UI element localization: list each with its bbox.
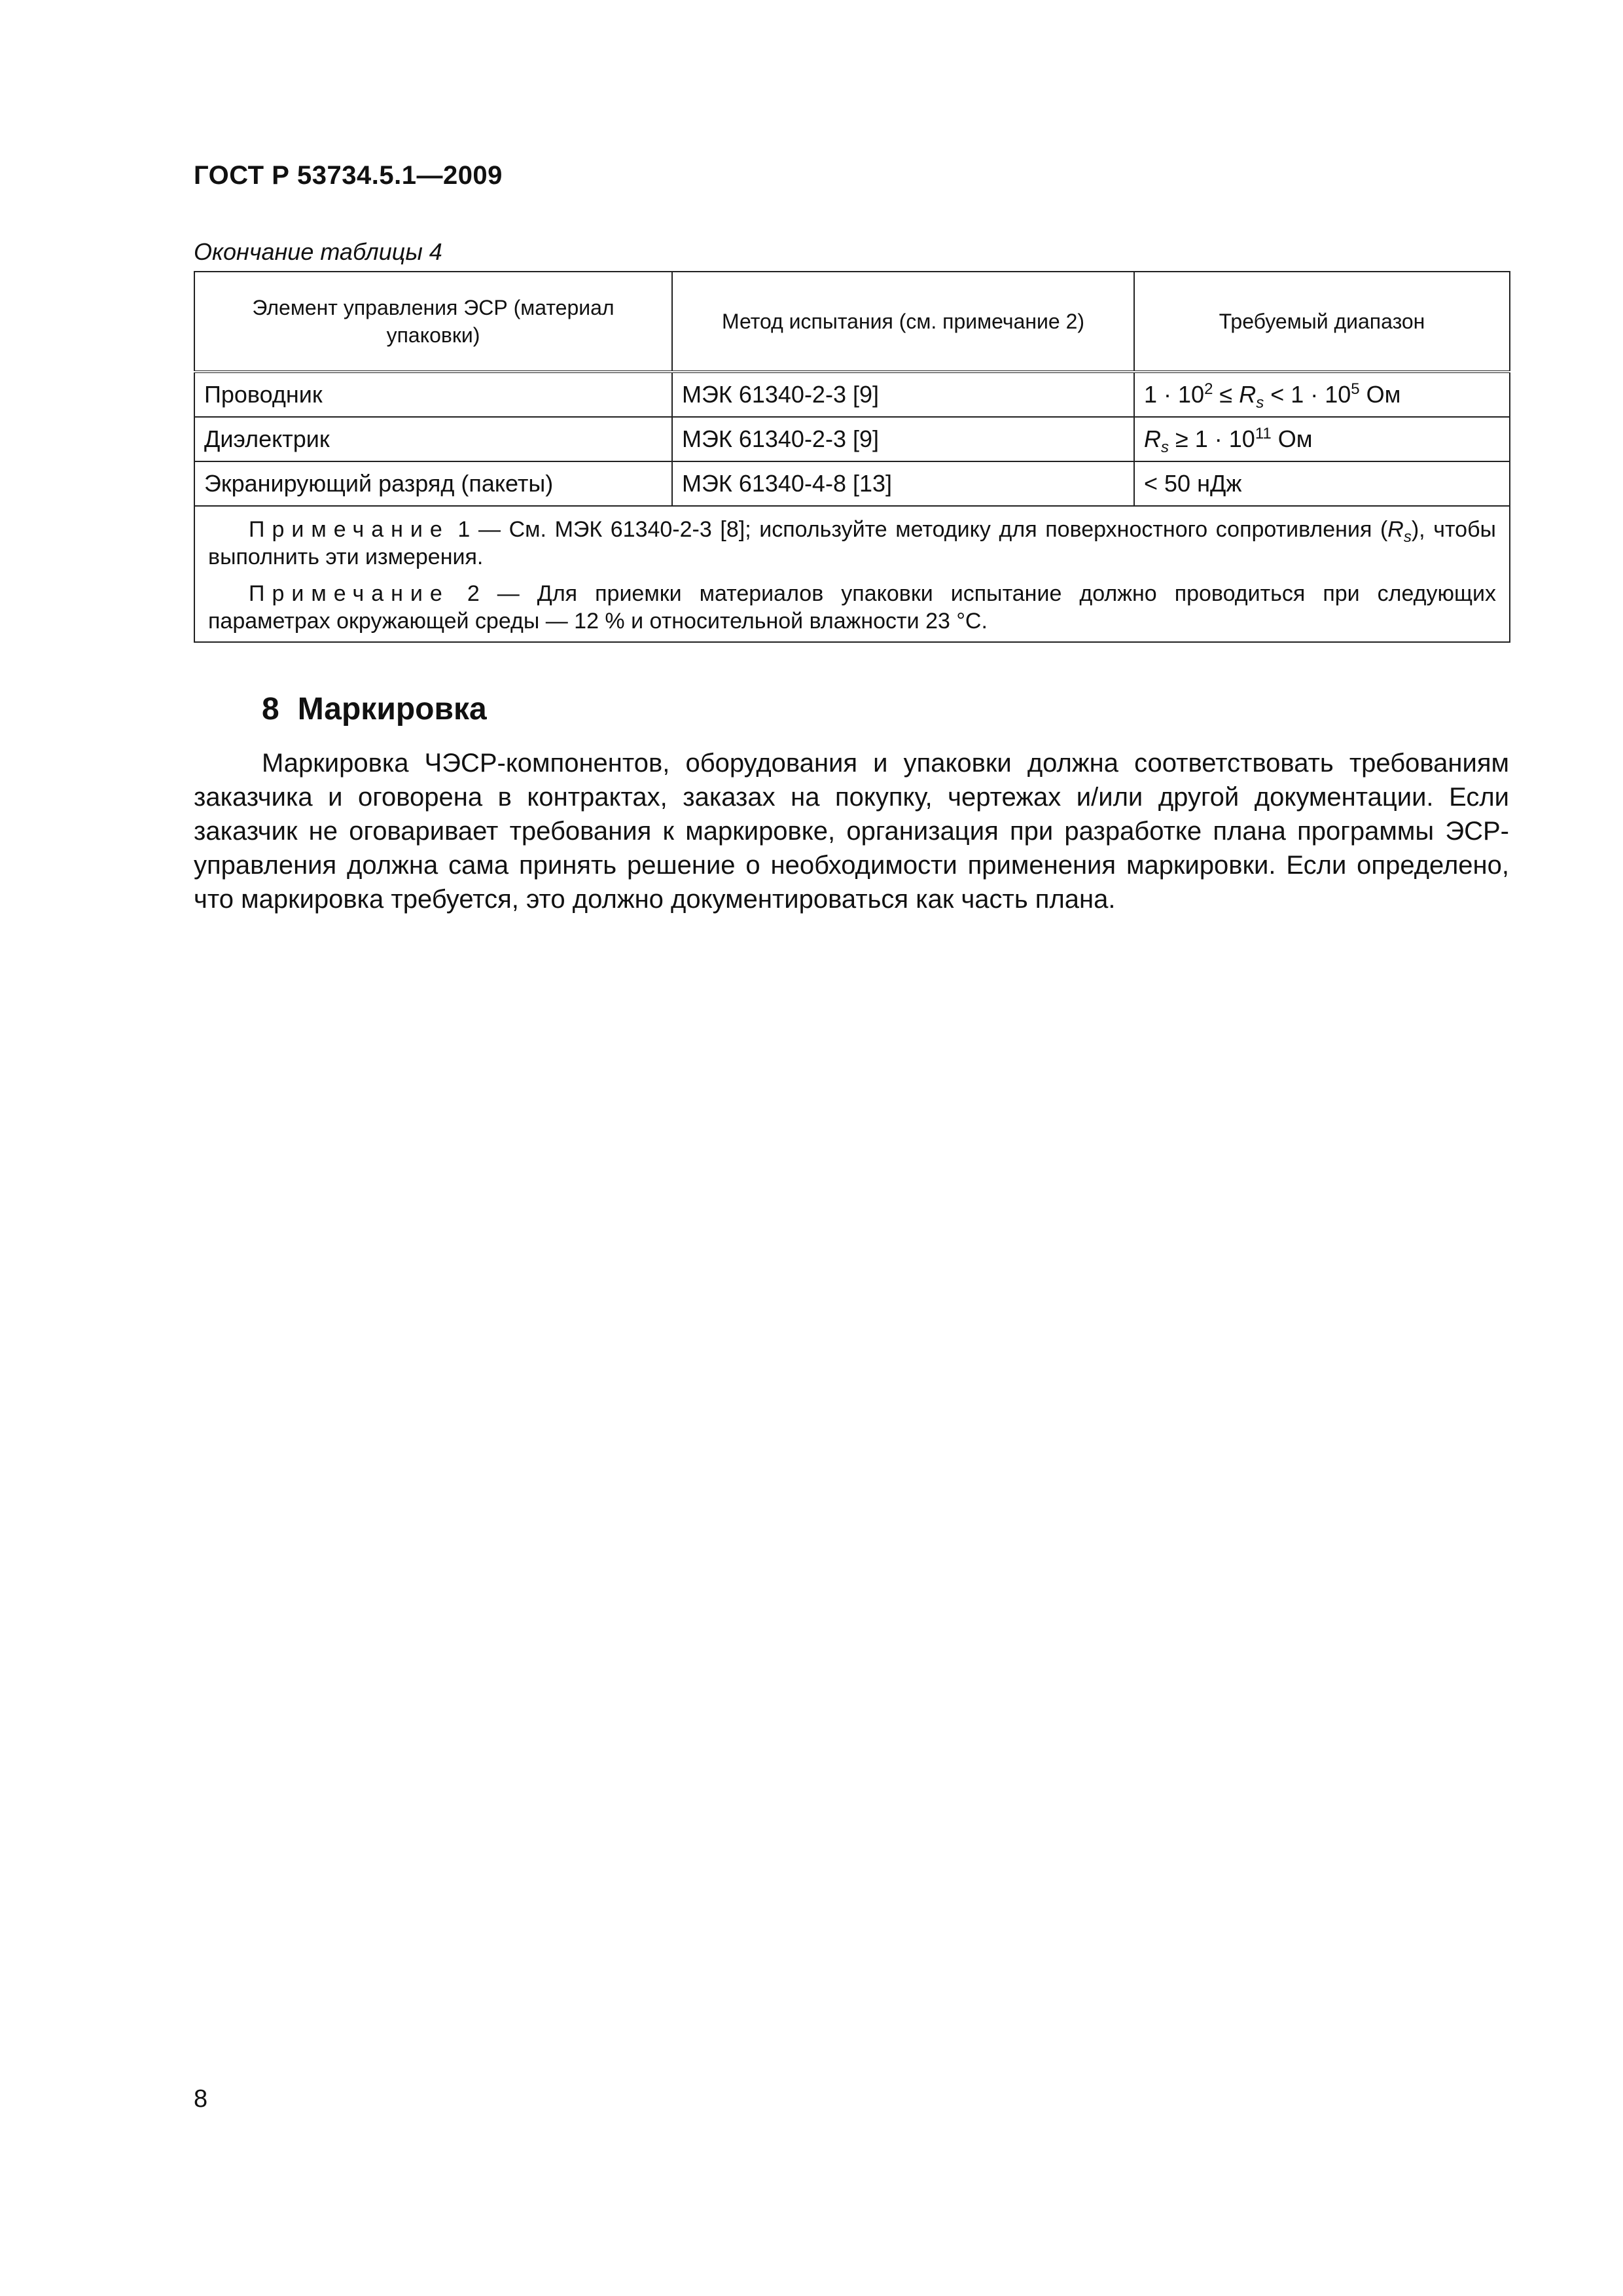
column-header-element: Элемент управления ЭСР (материал упаковки) xyxy=(194,272,672,372)
table-caption: Окончание таблицы 4 xyxy=(194,238,442,265)
table-header-row xyxy=(194,272,1510,372)
note-2: Примечание 2 — Для приемки материалов упаковки испытание должно проводиться при следующих параметрах окружающей среды — 12 % и относительной влажности 23 °С. xyxy=(208,581,1496,634)
cell-method: МЭК 61340-2-3 [9] xyxy=(672,372,1134,417)
table-notes-row xyxy=(194,506,1510,642)
cell-range: $1 \cdot 10^2 \le R_s < 1 \cdot 10^5$ Ом xyxy=(1134,372,1510,417)
column-header-method: Метод испытания (см. примечание 2) xyxy=(672,272,1134,372)
section-paragraph: Маркировка ЧЭСР-компонентов, оборудования и упаковки должна соответствовать требованиям заказчика и оговорена в контрактах, заказах на покупку, чертежах и/или другой документации. Если заказчик не оговаривает требования к маркировке, организация при разработке плана программы ЭСР-управления должна сама принять решение о необходимости применения маркировки. Если определено, что маркировка требуется, это должно документироваться как часть плана. xyxy=(194,749,1509,914)
table-row xyxy=(194,461,1510,506)
cell-element: Проводник xyxy=(194,372,672,417)
section-title: Маркировка xyxy=(297,692,487,726)
page-number: 8 xyxy=(194,2085,208,2113)
cell-range: $R_s \ge 1 \cdot 10^{11}$ Ом xyxy=(1134,417,1510,461)
requirements-table xyxy=(194,271,1510,643)
cell-method: МЭК 61340-2-3 [9] xyxy=(672,417,1134,461)
section-number: 8 xyxy=(262,692,279,726)
section-heading xyxy=(262,691,487,727)
table-row xyxy=(194,417,1510,461)
cell-element: Экранирующий разряд (пакеты) xyxy=(194,461,672,506)
cell-element: Диэлектрик xyxy=(194,417,672,461)
cell-range: < 50 нДж xyxy=(1134,461,1510,506)
table-notes xyxy=(194,506,1510,642)
table-row xyxy=(194,372,1510,417)
cell-method: МЭК 61340-4-8 [13] xyxy=(672,461,1134,506)
document-code: ГОСТ Р 53734.5.1—2009 xyxy=(194,161,503,190)
note-1: Примечание 1 — См. МЭК 61340-2-3 [8]; используйте методику для поверхностного сопротивления $(R_s)$, чтобы выполнить эти измерения. xyxy=(208,517,1496,569)
column-header-range: Требуемый диапазон xyxy=(1134,272,1510,372)
